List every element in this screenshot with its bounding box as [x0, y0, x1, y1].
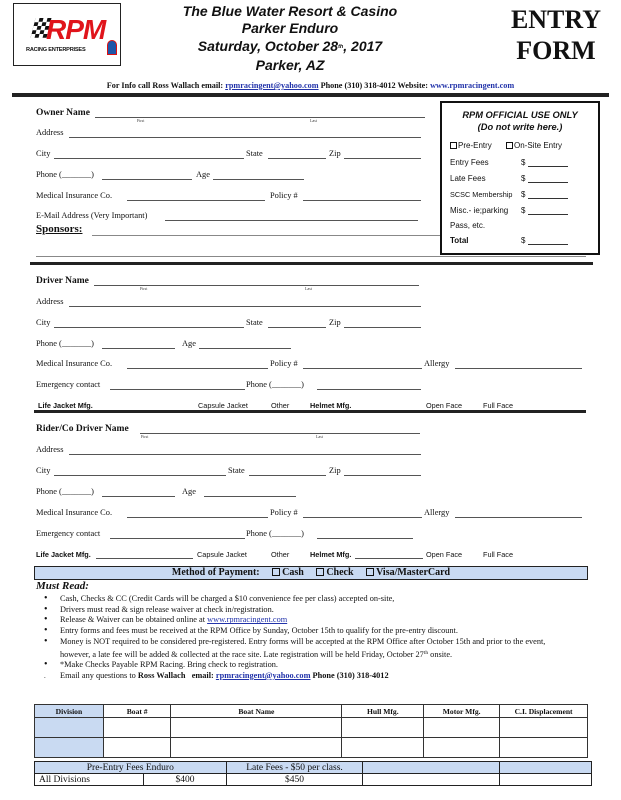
header-boat-name: Boat Name [171, 705, 342, 718]
driver-full-face-label: Full Face [483, 401, 514, 410]
dollar-sign: $ [521, 190, 526, 199]
driver-zip-label: Zip [329, 318, 341, 327]
hull-mfg-cell[interactable] [342, 718, 424, 738]
owner-city-label: City [36, 149, 51, 158]
misc-field[interactable] [528, 214, 568, 215]
driver-allergy-field[interactable] [455, 368, 582, 369]
ci-displacement-cell[interactable] [500, 718, 588, 738]
pre-entry-checkbox[interactable]: Pre-Entry [450, 141, 492, 150]
rider-full-face-label: Full Face [483, 550, 514, 559]
sponsors-label: Sponsors: [36, 223, 83, 235]
ci-displacement-cell[interactable] [500, 738, 588, 758]
driver-capsule-label: Capsule Jacket [198, 401, 248, 410]
table-row [35, 738, 588, 758]
header-division: Division [35, 705, 104, 718]
table-header-row [35, 705, 588, 718]
driver-name-label: Driver Name [36, 276, 89, 286]
division-name: All Divisions [35, 774, 144, 786]
header-boat-number: Boat # [103, 705, 171, 718]
owner-address-label: Address [36, 128, 64, 137]
list-item: . Email any questions to Ross Wallach email: rpmracingent@yahoo.com Phone (310) 318-4012 [44, 671, 614, 682]
driver-address-label: Address [36, 297, 64, 306]
checkbox-icon[interactable] [450, 142, 457, 149]
rider-policy-label: Policy # [270, 508, 298, 517]
driver-age-field[interactable] [199, 348, 291, 349]
rider-medical-label: Medical Insurance Co. [36, 508, 113, 517]
owner-age-label: Age [196, 170, 210, 179]
list-item: • Money is NOT required to be considered pre-registered. Entry forms will be accepted at the RPM Office after October 15th and prior to the event, however, a late fee will be added & collected at the race site. Late registration will be held Friday, October 27th onsite. [44, 637, 574, 660]
motor-mfg-cell[interactable] [424, 718, 500, 738]
rider-age-field[interactable] [204, 496, 296, 497]
rider-emergency-phone-field[interactable] [317, 538, 413, 539]
rider-other-label: Other [271, 550, 290, 559]
dollar-sign: $ [521, 158, 526, 167]
owner-zip-label: Zip [329, 149, 341, 158]
owner-divider [30, 262, 593, 265]
boat-name-cell[interactable] [171, 738, 342, 758]
boat-table [34, 704, 588, 758]
misc-label: Misc.- ie;parking [450, 206, 509, 215]
event-date: Saturday, October 28th, 2017 [197, 38, 383, 54]
driver-allergy-label: Allergy [424, 359, 450, 368]
check-checkbox[interactable] [316, 568, 324, 576]
rider-age-label: Age [182, 487, 196, 496]
header-hull-mfg: Hull Mfg. [342, 705, 424, 718]
scsc-membership-label: SCSC Membership [450, 190, 513, 199]
rider-name-label: Rider/Co Driver Name [36, 424, 129, 434]
event-location: Parker, AZ [255, 57, 325, 73]
boat-name-cell[interactable] [171, 718, 342, 738]
owner-medical-label: Medical Insurance Co. [36, 191, 113, 200]
owner-state-label: State [246, 149, 263, 158]
late-fees-field[interactable] [528, 182, 568, 183]
table-row [35, 718, 588, 738]
rpm-logo [13, 3, 121, 66]
cash-option[interactable]: Cash [282, 567, 304, 578]
visa-mastercard-checkbox[interactable] [366, 568, 374, 576]
driver-helmet-label: Helmet Mfg. [310, 401, 352, 410]
owner-email-label: E-Mail Address (Very Important) [36, 211, 148, 220]
header-ci-displacement: C.I. Displacement [500, 705, 588, 718]
driver-city-field[interactable] [54, 327, 244, 328]
rider-phone-field[interactable] [102, 496, 175, 497]
rider-address-label: Address [36, 445, 64, 454]
driver-life-jacket-label: Life Jacket Mfg. [38, 401, 93, 410]
hull-mfg-cell[interactable] [342, 738, 424, 758]
driver-city-label: City [36, 318, 51, 327]
owner-name-field[interactable] [95, 117, 425, 118]
owner-address-field[interactable] [69, 137, 421, 138]
waiver-link[interactable]: www.rpmracingent.com [207, 615, 288, 625]
driver-emergency-phone-label: Phone (_______) [246, 380, 304, 389]
check-option[interactable]: Check [326, 567, 354, 578]
list-item: • Cash, Checks & CC (Credit Cards will be charged a $10 convenience fee per class) accepted on-site, [44, 594, 614, 605]
empty-header [363, 762, 500, 774]
contact-email-link[interactable]: rpmracingent@yahoo.com [215, 670, 311, 680]
list-item: • Entry forms and fees must be received at the RPM Office by Sunday, October 15th to qualify for the pre-entry discount. [44, 626, 614, 637]
rider-emergency-phone-label: Phone (_______) [246, 529, 304, 538]
rider-life-jacket-label: Life Jacket Mfg. [36, 550, 91, 559]
must-read-list [44, 594, 614, 682]
entry-fees-field[interactable] [528, 166, 568, 167]
owner-policy-field[interactable] [303, 200, 421, 201]
contact-info: For Info call Ross Wallach email: rpmracingent@yahoo.com Phone (310) 318-4012 Website: www.rpmracingent.com [106, 81, 515, 90]
owner-zip-field[interactable] [344, 158, 421, 159]
rider-open-face-label: Open Face [426, 550, 463, 559]
event-title-venue: The Blue Water Resort & Casino [182, 3, 398, 19]
email-link[interactable]: rpmracingent@yahoo.com [225, 81, 319, 90]
fees-table [34, 761, 592, 786]
driver-medical-field[interactable] [127, 368, 268, 369]
checkbox-icon[interactable] [506, 142, 513, 149]
owner-name-label: Owner Name [36, 108, 90, 118]
total-label: Total [450, 236, 469, 245]
driver-address-field[interactable] [69, 306, 421, 307]
rider-city-label: City [36, 466, 51, 475]
driver-emergency-phone-field[interactable] [317, 389, 421, 390]
rider-emergency-label: Emergency contact [36, 529, 101, 538]
rider-zip-label: Zip [329, 466, 341, 475]
driver-divider [34, 410, 586, 413]
rider-policy-field[interactable] [303, 517, 422, 518]
boat-number-cell[interactable] [103, 738, 171, 758]
owner-state-field[interactable] [268, 158, 326, 159]
empty-cell [363, 774, 500, 786]
official-title: RPM OFFICIAL USE ONLY [462, 110, 578, 120]
entry-fees-label: Entry Fees [450, 158, 489, 167]
rider-helmet-label: Helmet Mfg. [310, 550, 352, 559]
dollar-sign: $ [521, 174, 526, 183]
late-fees-label: Late Fees [450, 174, 486, 183]
rider-zip-field[interactable] [344, 475, 421, 476]
last-hint: Last [305, 286, 312, 291]
owner-policy-label: Policy # [270, 191, 298, 200]
must-read-title: Must Read: [36, 580, 89, 592]
empty-cell [500, 774, 592, 786]
rider-state-field[interactable] [249, 475, 326, 476]
logo-subtitle: RACING ENTERPRISES [26, 47, 86, 53]
driver-phone-field[interactable] [102, 348, 175, 349]
payment-method-bar [34, 566, 588, 580]
pre-entry-fees-header: Pre-Entry Fees Enduro [35, 762, 227, 774]
payment-label: Method of Payment: [171, 567, 260, 578]
driver-other-label: Other [271, 401, 290, 410]
logo-brand: RPM [46, 14, 106, 45]
form-title-entry: ENTRY [510, 5, 602, 34]
owner-email-field[interactable] [165, 220, 418, 221]
header-motor-mfg: Motor Mfg. [424, 705, 500, 718]
rider-city-field[interactable] [54, 475, 226, 476]
driver-state-field[interactable] [268, 327, 326, 328]
pass-label: Pass, etc. [450, 221, 486, 230]
official-use-box [440, 101, 600, 255]
late-fee: $450 [226, 774, 363, 786]
visa-mastercard-option[interactable]: Visa/MasterCard [376, 567, 451, 578]
late-fees-header: Late Fees - $50 per class. [226, 762, 363, 774]
total-field[interactable] [528, 244, 568, 245]
pre-entry-fee: $400 [144, 774, 226, 786]
driver-phone-label: Phone (_______) [36, 339, 94, 348]
sponsors-field-2[interactable] [36, 256, 586, 257]
boat-number-cell[interactable] [103, 718, 171, 738]
list-item: • Release & Waiver can be obtained online at www.rpmracingent.com [44, 615, 614, 626]
driver-zip-field[interactable] [344, 327, 421, 328]
driver-medical-label: Medical Insurance Co. [36, 359, 113, 368]
header-divider [12, 93, 609, 97]
website-link[interactable]: www.rpmracingent.com [430, 81, 515, 90]
empty-header [500, 762, 592, 774]
rider-medical-field[interactable] [127, 517, 268, 518]
owner-phone-field[interactable] [102, 179, 192, 180]
dome-icon [107, 40, 117, 55]
rider-name-field[interactable] [140, 433, 420, 434]
owner-medical-field[interactable] [127, 200, 265, 201]
driver-state-label: State [246, 318, 263, 327]
first-hint: First [141, 434, 149, 439]
rider-life-jacket-field[interactable] [96, 558, 193, 559]
rider-allergy-label: Allergy [424, 508, 450, 517]
dollar-sign: $ [521, 206, 526, 215]
table-row [35, 774, 592, 786]
form-title-form: FORM [516, 36, 596, 65]
driver-age-label: Age [182, 339, 196, 348]
fees-header-row [35, 762, 592, 774]
division-cell[interactable] [35, 718, 104, 738]
first-hint: First [140, 286, 148, 291]
rider-address-field[interactable] [69, 454, 421, 455]
rider-state-label: State [228, 466, 245, 475]
rider-capsule-label: Capsule Jacket [197, 550, 247, 559]
cash-checkbox[interactable] [272, 568, 280, 576]
list-item: • *Make Checks Payable RPM Racing. Bring check to registration. [44, 660, 614, 671]
owner-age-field[interactable] [213, 179, 304, 180]
first-hint: First [137, 118, 145, 123]
rider-phone-label: Phone (_______) [36, 487, 94, 496]
rider-emergency-field[interactable] [110, 538, 245, 539]
rider-allergy-field[interactable] [455, 517, 582, 518]
owner-phone-label: Phone (_______) [36, 170, 94, 179]
scsc-membership-field[interactable] [528, 198, 568, 199]
last-hint: Last [316, 434, 323, 439]
driver-open-face-label: Open Face [426, 401, 463, 410]
rider-helmet-field[interactable] [355, 558, 423, 559]
sponsors-field[interactable] [92, 235, 440, 236]
driver-emergency-label: Emergency contact [36, 380, 101, 389]
driver-policy-label: Policy # [270, 359, 298, 368]
driver-policy-field[interactable] [303, 368, 422, 369]
division-cell[interactable] [35, 738, 104, 758]
owner-city-field[interactable] [54, 158, 244, 159]
official-subtitle: (Do not write here.) [477, 122, 563, 132]
dollar-sign: $ [521, 236, 526, 245]
event-title-name: Parker Enduro [241, 20, 339, 36]
list-item: • Drivers must read & sign release waiver at check in/registration. [44, 605, 614, 616]
driver-emergency-field[interactable] [110, 389, 245, 390]
last-hint: Last [310, 118, 317, 123]
motor-mfg-cell[interactable] [424, 738, 500, 758]
on-site-checkbox[interactable]: On-Site Entry [506, 141, 562, 150]
